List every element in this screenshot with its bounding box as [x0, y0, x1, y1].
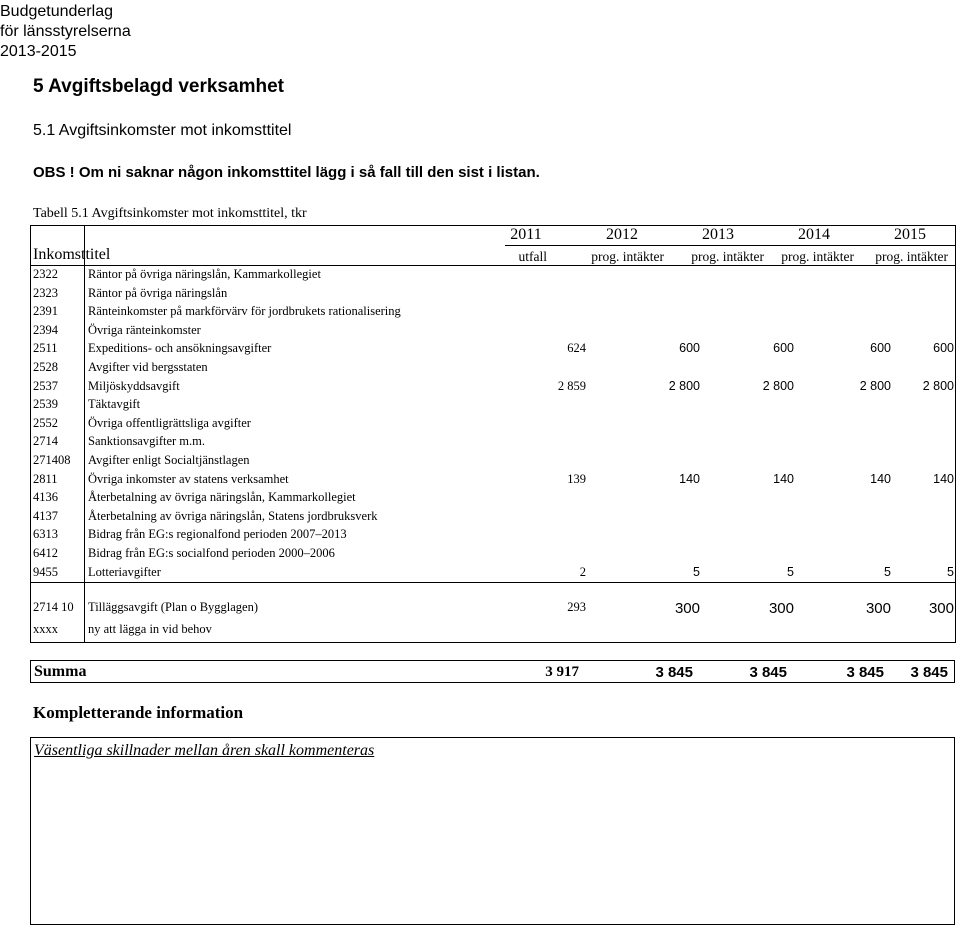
row-code: 2391	[33, 304, 58, 319]
row-value-3[interactable]: 300	[865, 600, 891, 617]
row-name: Återbetalning av övriga näringslån, Kammarkollegiet	[88, 490, 356, 505]
row-name: Övriga offentligrättsliga avgifter	[88, 415, 251, 430]
row-name: Lotteriavgifter	[88, 564, 161, 579]
komplettering-title: Kompletterande information	[33, 703, 244, 722]
table-row	[33, 379, 958, 397]
row-value-2[interactable]: 600	[773, 341, 794, 356]
section-subtitle: 5.1 Avgiftsinkomster mot inkomsttitel	[33, 122, 292, 139]
row-name: Övriga ränteinkomster	[88, 322, 201, 337]
row-code: 2394	[33, 322, 58, 337]
table-row	[33, 546, 958, 564]
table-row	[33, 397, 958, 415]
row-code: 2511	[33, 341, 58, 356]
row-name: Bidrag från EG:s regionalfond perioden 2007–2013	[88, 527, 347, 542]
row-name: Tilläggsavgift (Plan o Bygglagen)	[88, 600, 259, 614]
row-value-1[interactable]: 140	[679, 471, 700, 486]
extra-bottom-border	[30, 642, 956, 643]
row-name: Sanktionsavgifter m.m.	[88, 434, 205, 449]
table-row	[33, 490, 958, 508]
col-type-4: prog. intäkter	[875, 249, 948, 264]
row-name: Återbetalning av övriga näringslån, Statens jordbruksverk	[88, 508, 378, 523]
col-type-3: prog. intäkter	[781, 249, 854, 264]
row-value-2[interactable]: 2 800	[762, 378, 794, 393]
row-code: 2539	[33, 397, 58, 412]
col-type-1: prog. intäkter	[591, 249, 664, 264]
row-name: Räntor på övriga näringslån	[88, 285, 228, 300]
row-code: 4136	[33, 490, 58, 505]
table-row	[33, 341, 958, 359]
row-name: Täktavgift	[88, 397, 141, 412]
row-name: Avgifter vid bergsstaten	[88, 360, 208, 374]
row-value-2[interactable]: 300	[768, 600, 794, 617]
summa-value-0: 3 917	[545, 664, 579, 680]
row-code: 2714	[33, 434, 58, 449]
row-value-3[interactable]: 2 800	[859, 378, 891, 393]
table-row	[33, 286, 958, 304]
row-code: 271408	[33, 453, 71, 467]
row-value-0[interactable]: 2	[579, 564, 586, 579]
obs-notice: OBS ! Om ni saknar någon inkomsttitel lägg i så fall till den sist i listan.	[33, 164, 540, 181]
row-value-1[interactable]: 600	[679, 341, 700, 356]
row-value-0[interactable]: 293	[567, 600, 586, 614]
row-name: Avgifter enligt Socialtjänstlagen	[88, 453, 250, 467]
header-line-3: 2013-2015	[0, 43, 77, 60]
row-value-0[interactable]: 2 859	[557, 378, 586, 393]
table-row	[33, 622, 958, 640]
row-value-3[interactable]: 600	[870, 341, 891, 356]
table-row	[33, 509, 958, 527]
col-type-0: utfall	[518, 249, 547, 264]
row-value-2[interactable]: 140	[773, 471, 794, 486]
row-value-0[interactable]: 624	[567, 341, 586, 356]
table-row	[33, 416, 958, 434]
table-row	[33, 434, 958, 452]
section-title: 5 Avgiftsbelagd verksamhet	[33, 76, 284, 97]
row-value-3[interactable]: 5	[884, 564, 891, 579]
row-value-1[interactable]: 300	[674, 600, 700, 617]
row-code: 4137	[33, 508, 58, 523]
row-code: 2552	[33, 415, 58, 430]
row-name: Ränteinkomster på markförvärv för jordbrukets rationalisering	[88, 304, 401, 319]
header-line-1: Budgetunderlag	[0, 3, 113, 20]
row-code: 2811	[33, 471, 58, 486]
summa-value-3: 3 845	[846, 664, 884, 681]
row-code: 2323	[33, 285, 58, 300]
col-type-2: prog. intäkter	[691, 249, 764, 264]
row-value-0[interactable]: 139	[567, 471, 586, 486]
row-value-1[interactable]: 2 800	[668, 378, 700, 393]
summa-label: Summa	[34, 663, 87, 680]
table-caption: Tabell 5.1 Avgiftsinkomster mot inkomsttitel, tkr	[33, 206, 307, 221]
summa-row	[30, 660, 955, 683]
row-name: Bidrag från EG:s socialfond perioden 2000–2006	[88, 546, 335, 560]
table-row	[33, 527, 958, 545]
table-row	[33, 565, 958, 583]
year-header-4: 2015	[894, 226, 926, 243]
header-line-2: för länsstyrelserna	[0, 23, 131, 40]
extra-left-border	[30, 582, 31, 642]
summa-value-4: 3 845	[910, 664, 948, 681]
row-value-3[interactable]: 140	[870, 471, 891, 486]
row-code: 2714 10	[33, 600, 74, 614]
row-value-4[interactable]: 140	[933, 471, 954, 486]
table-row	[33, 472, 958, 490]
row-code: 2322	[33, 267, 58, 281]
row-value-1[interactable]: 5	[693, 564, 700, 579]
year-header-3: 2014	[798, 226, 830, 243]
table-row	[33, 323, 958, 341]
komplettering-note: Väsentliga skillnader mellan åren skall kommenteras	[34, 742, 375, 759]
row-name: Miljöskyddsavgift	[88, 378, 180, 393]
komplettering-box[interactable]	[30, 737, 955, 925]
row-value-4[interactable]: 2 800	[922, 378, 954, 393]
row-value-4[interactable]: 5	[947, 564, 954, 579]
row-code: 6313	[33, 527, 58, 542]
row-name: ny att lägga in vid behov	[88, 622, 212, 636]
table-row	[33, 360, 958, 378]
year-header-0: 2011	[510, 226, 542, 243]
column-header-inkomsttitel: Inkomsttitel	[33, 246, 111, 263]
row-name: Expeditions- och ansökningsavgifter	[88, 341, 272, 356]
row-code: 2537	[33, 378, 58, 393]
row-code: 2528	[33, 360, 58, 374]
summa-value-1: 3 845	[655, 664, 693, 681]
row-code: xxxx	[33, 622, 58, 636]
row-value-2[interactable]: 5	[787, 564, 794, 579]
row-code: 6412	[33, 546, 58, 560]
row-name: Räntor på övriga näringslån, Kammarkollegiet	[88, 267, 321, 281]
table-row	[33, 304, 958, 322]
table-row	[33, 453, 958, 471]
header-divider	[30, 265, 956, 266]
year-header-2: 2013	[702, 226, 734, 243]
year-row-divider	[505, 245, 956, 246]
table-row	[33, 600, 958, 618]
table-left-border	[30, 225, 31, 582]
row-value-4[interactable]: 300	[928, 600, 954, 617]
summa-value-2: 3 845	[749, 664, 787, 681]
year-header-1: 2012	[606, 226, 638, 243]
row-name: Övriga inkomster av statens verksamhet	[88, 471, 289, 486]
table-row	[33, 267, 958, 285]
row-value-4[interactable]: 600	[933, 341, 954, 356]
row-code: 9455	[33, 564, 58, 579]
